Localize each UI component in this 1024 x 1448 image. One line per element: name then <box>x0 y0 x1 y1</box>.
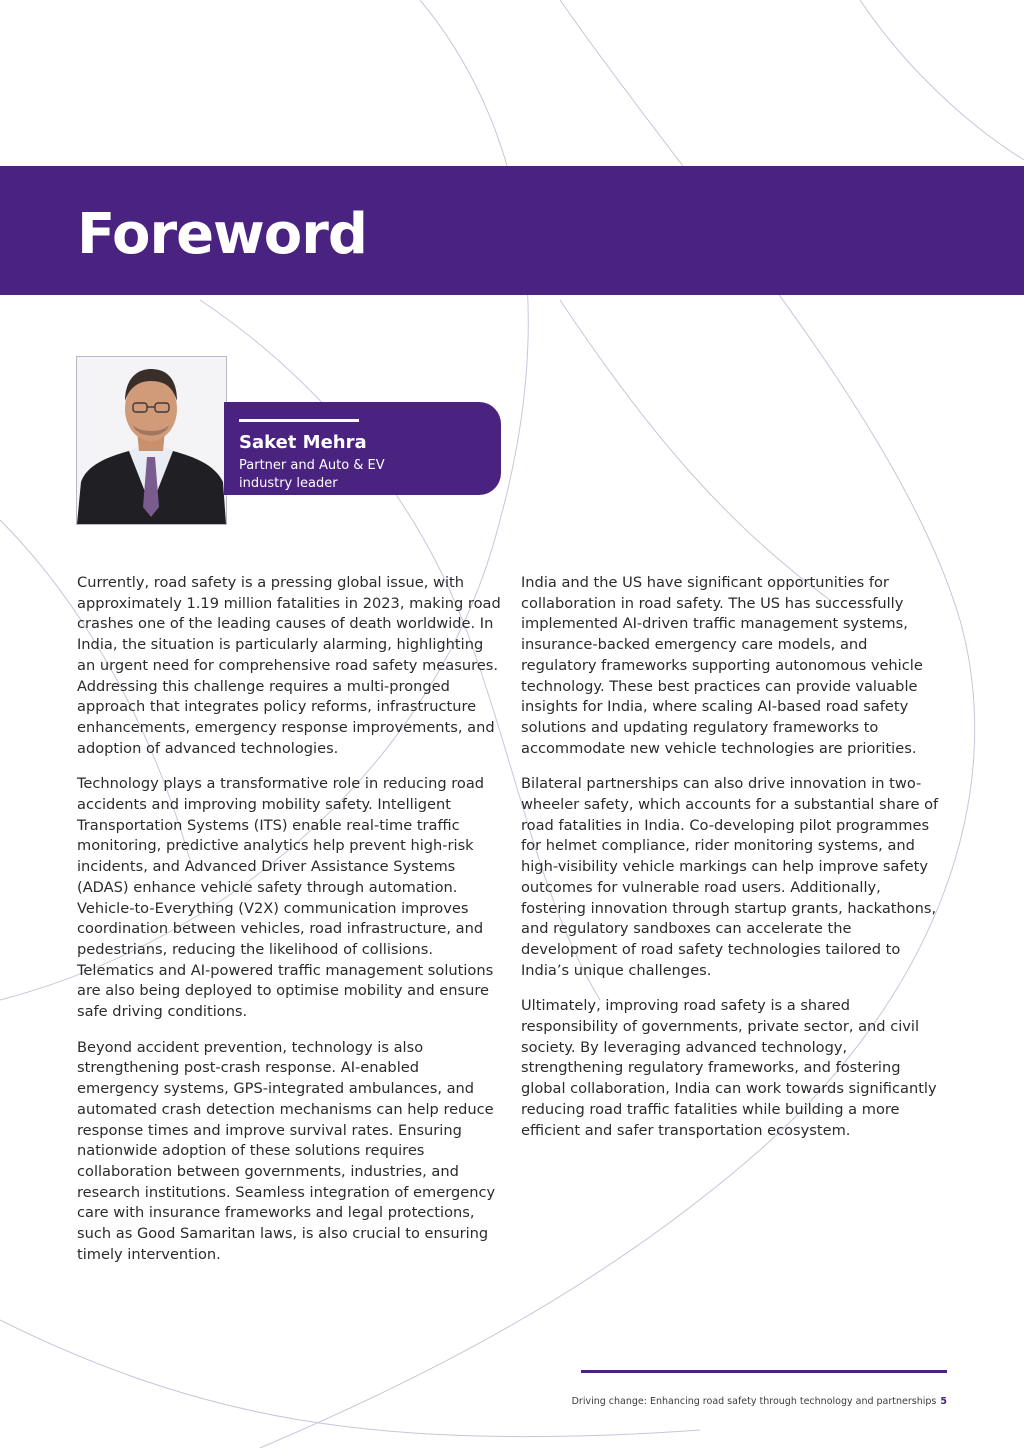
author-portrait <box>76 356 227 525</box>
paragraph: Ultimately, improving road safety is a shared responsibility of governments, private sector, and civil society. By leveraging advanced technology, strengthening regulatory frameworks, and fostering global collaboration, India can work towards significantly reducing road traffic fatalities while building a more efficient and safer transportation ecosystem. <box>521 997 937 1139</box>
page-title: Foreword <box>77 202 367 267</box>
author-name: Saket Mehra <box>239 432 367 453</box>
paragraph: Beyond accident prevention, technology is also strengthening post-crash response. AI-enabled emergency systems, GPS-integrated ambulances, and automated crash detection mechanisms can help reduce response times and improve survival rates. Ensuring nationwide adoption of these solutions requires collaboration between governments, industries, and research institutions. Seamless integration of emergency care with insurance frameworks and legal protections, such as Good Samaritan laws, is also crucial to ensuring timely intervention. <box>77 1038 496 1263</box>
body-column-right <box>521 573 947 1156</box>
paragraph: Technology plays a transformative role in reducing road accidents and improving mobility safety. Intelligent Transportation Systems (ITS) enable real-time traffic monitoring, predictive analytics help prevent high-risk incidents, and Advanced Driver Assistance Systems (ADAS) enhance vehicle safety through automation. Vehicle-to-Everything (V2X) communication improves coordination between vehicles, road infrastructure, and pedestrians, reducing the likelihood of collisions. Telematics and AI-powered traffic management solutions are also being deployed to optimise mobility and ensure safe driving conditions. <box>77 775 494 1021</box>
author-role: Partner and Auto & EV industry leader <box>239 458 385 491</box>
footer-rule <box>581 1370 947 1373</box>
page-number: 5 <box>940 1396 947 1407</box>
footer-title: Driving change: Enhancing road safety through technology and partnerships <box>571 1396 937 1407</box>
footer <box>572 1396 947 1407</box>
author-card <box>224 402 501 495</box>
body-column-left <box>77 573 503 1281</box>
paragraph: Bilateral partnerships can also drive innovation in two-wheeler safety, which accounts for a substantial share of road fatalities in India. Co-developing pilot programmes for helmet compliance, rider monitoring systems, and high-visibility vehicle markings can help improve safety outcomes for vulnerable road users. Additionally, fostering innovation through startup grants, hackathons, and regulatory sandboxes can accelerate the development of road safety technologies tailored to India’s unique challenges. <box>521 775 939 979</box>
paragraph: Currently, road safety is a pressing global issue, with approximately 1.19 million fatalities in 2023, making road crashes one of the leading causes of death worldwide. In India, the situation is particularly alarming, highlighting an urgent need for comprehensive road safety measures. Addressing this challenge requires a multi-pronged approach that integrates policy reforms, infrastructure enhancements, emergency response improvements, and adoption of advanced technologies. <box>77 574 501 757</box>
paragraph: India and the US have significant opportunities for collaboration in road safety. The US has successfully implemented AI-driven traffic management systems, insurance-backed emergency care models, and regulatory frameworks supporting autonomous vehicle technology. These best practices can provide valuable insights for India, where scaling AI-based road safety solutions and updating regulatory frameworks to accommodate new vehicle technologies are priorities. <box>521 574 923 757</box>
author-card-rule <box>239 419 359 422</box>
